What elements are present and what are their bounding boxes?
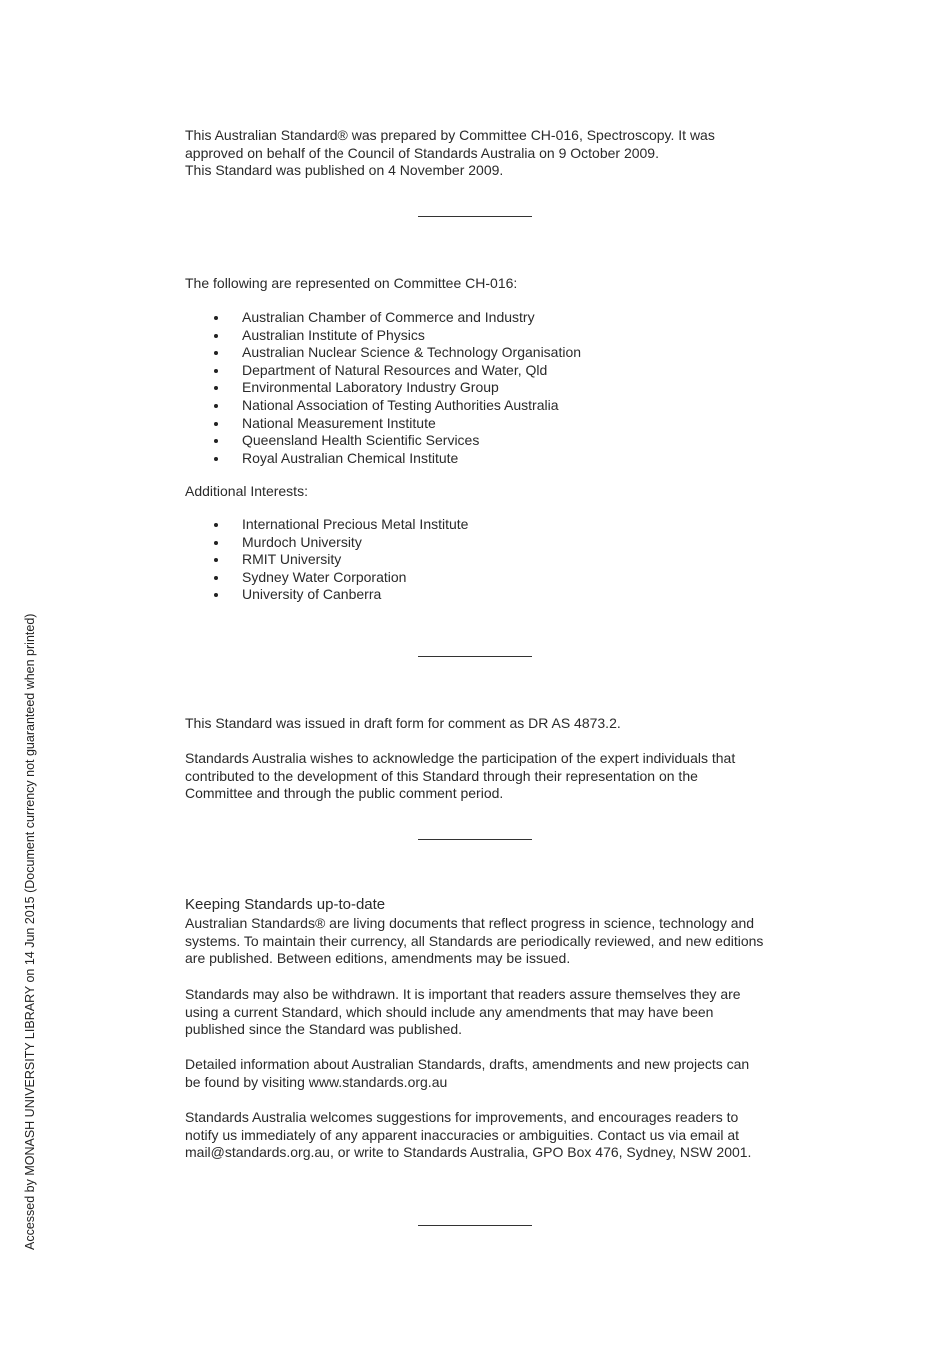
access-watermark: Accessed by MONASH UNIVERSITY LIBRARY on 14 Jun 2015 (Document currency not guaranteed when printed) — [23, 613, 37, 1250]
paragraph-line: notify us immediately of any apparent inaccuracies or ambiguities. Contact us via email at — [185, 1126, 740, 1143]
list-item: Murdoch University — [185, 534, 468, 552]
preparation-notice — [185, 127, 785, 180]
acknowledgement-line: Committee and through the public comment period. — [185, 785, 504, 802]
list-item: National Measurement Institute — [185, 415, 581, 433]
paragraph-line: published since the Standard was published. — [185, 1021, 463, 1038]
list-item: RMIT University — [185, 551, 468, 569]
paragraph-line: systems. To maintain their currency, all Standards are periodically reviewed, and new editions — [185, 932, 764, 949]
acknowledgement-line: Standards Australia wishes to acknowledge the participation of the expert individuals that — [185, 750, 736, 766]
publication-line: This Standard was published on 4 November 2009. — [185, 162, 504, 179]
uptodate-paragraph-1 — [185, 915, 785, 968]
preparation-line: approved on behalf of the Council of Standards Australia on 9 October 2009. — [185, 144, 659, 161]
preparation-line: This Australian Standard® was prepared by Committee CH-016, Spectroscopy. It was — [185, 127, 715, 143]
list-item: International Precious Metal Institute — [185, 516, 468, 534]
committee-intro: The following are represented on Committee CH-016: — [185, 275, 518, 291]
list-item: Environmental Laboratory Industry Group — [185, 379, 581, 397]
acknowledgement-paragraph — [185, 750, 785, 803]
acknowledgement-line: contributed to the development of this Standard through their representation on the — [185, 767, 698, 784]
uptodate-paragraph-2 — [185, 986, 785, 1039]
section-divider — [418, 656, 532, 657]
list-item: Australian Nuclear Science & Technology Organisation — [185, 344, 581, 362]
additional-interests-label: Additional Interests: — [185, 483, 308, 499]
uptodate-section — [185, 896, 785, 914]
paragraph-line: are published. Between editions, amendments may be issued. — [185, 950, 571, 967]
section-divider — [418, 839, 532, 840]
committee-member-list — [185, 309, 581, 467]
paragraph-line: mail@standards.org.au, or write to Standards Australia, GPO Box 476, Sydney, NSW 2001. — [185, 1144, 752, 1161]
list-item: Royal Australian Chemical Institute — [185, 450, 581, 468]
section-divider — [418, 1225, 532, 1226]
paragraph-line: Standards Australia welcomes suggestions for improvements, and encourages readers to — [185, 1109, 739, 1125]
list-item: Australian Institute of Physics — [185, 327, 581, 345]
paragraph-line: using a current Standard, which should include any amendments that may have been — [185, 1003, 714, 1020]
paragraph-line: Detailed information about Australian Standards, drafts, amendments and new projects can — [185, 1056, 750, 1072]
list-item: Sydney Water Corporation — [185, 569, 468, 587]
list-item: Department of Natural Resources and Water, Qld — [185, 362, 581, 380]
list-item: National Association of Testing Authorities Australia — [185, 397, 581, 415]
paragraph-line: Australian Standards® are living documents that reflect progress in science, technology and — [185, 915, 755, 931]
section-divider — [418, 216, 532, 217]
draft-notice: This Standard was issued in draft form for comment as DR AS 4873.2. — [185, 715, 621, 731]
list-item: Australian Chamber of Commerce and Industry — [185, 309, 581, 327]
uptodate-paragraph-4 — [185, 1109, 785, 1162]
uptodate-paragraph-3 — [185, 1056, 785, 1091]
section-heading: Keeping Standards up-to-date — [185, 896, 386, 913]
paragraph-line: Standards may also be withdrawn. It is important that readers assure themselves they are — [185, 986, 741, 1002]
list-item: University of Canberra — [185, 586, 468, 604]
paragraph-line: be found by visiting www.standards.org.au — [185, 1073, 448, 1090]
list-item: Queensland Health Scientific Services — [185, 432, 581, 450]
additional-interests-list — [185, 516, 468, 604]
